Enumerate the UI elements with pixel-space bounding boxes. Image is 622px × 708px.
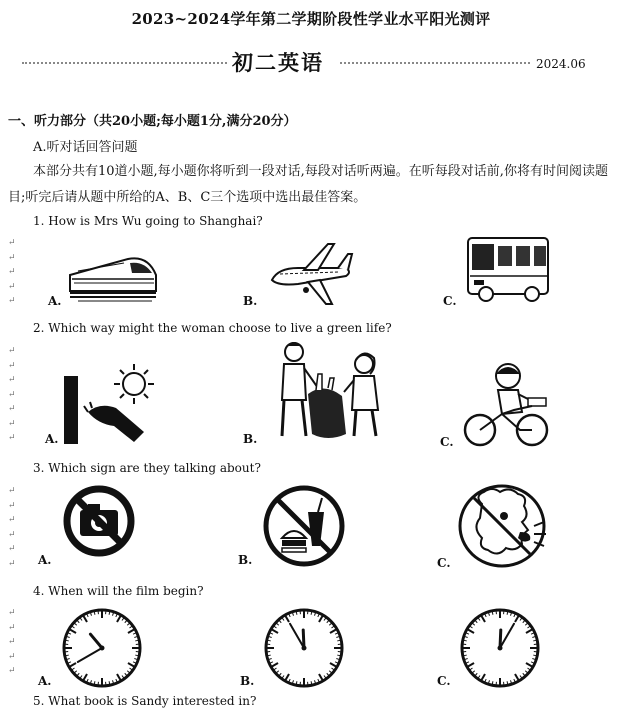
q2-option-c-label: C. — [440, 435, 454, 449]
bus-icon — [464, 232, 554, 304]
paragraph-marks-q4: ↵ ↵ ↵ ↵ ↵ — [8, 606, 16, 679]
question-3-text: 3. Which sign are they talking about? — [33, 461, 261, 475]
question-2-text: 2. Which way might the woman choose to live a green life? — [33, 321, 392, 335]
section-heading: 一、听力部分（共20小题;每小题1分,满分20分） — [8, 110, 297, 129]
q2-option-a-label: A. — [45, 432, 59, 446]
airplane-icon — [268, 240, 352, 308]
q3-option-a-label: A. — [38, 553, 52, 567]
q4-option-c-label: C. — [437, 674, 451, 688]
question-1-text: 1. How is Mrs Wu going to Shanghai? — [33, 214, 263, 228]
cycling-icon — [462, 360, 550, 448]
q1-option-b-label: B. — [243, 294, 257, 308]
subject-title: 初二英语 — [232, 47, 324, 77]
q3-option-c-label: C. — [437, 556, 451, 570]
no-shouting-sign-icon — [458, 482, 550, 570]
paragraph-marks-q3: ↵ ↵ ↵ ↵ ↵ ↵ — [8, 484, 16, 571]
q3-option-b-label: B. — [238, 553, 252, 567]
q4-option-b-label: B. — [240, 674, 254, 688]
paragraph-marks-q1: ↵ ↵ ↵ ↵ ↵ — [8, 236, 16, 309]
question-5-text: 5. What book is Sandy interested in? — [33, 694, 256, 708]
clock-icon — [60, 606, 144, 690]
title-dotted-rule-right — [340, 62, 530, 64]
question-4-text: 4. When will the film begin? — [33, 584, 204, 598]
title-dotted-rule-left — [22, 62, 227, 64]
q2-option-b-label: B. — [243, 432, 257, 446]
paragraph-marks-q2: ↵ ↵ ↵ ↵ ↵ ↵ ↵ — [8, 344, 16, 446]
instructions-paragraph: 本部分共有10道小题,每小题你将听到一段对话,每段对话听两遍。在听每段对话前,你将有时间阅读题目;听完后请从题中所给的A、B、C三个选项中选出最佳答案。 — [8, 159, 614, 211]
no-food-sign-icon — [262, 484, 346, 568]
q1-option-a-label: A. — [48, 294, 62, 308]
train-icon — [68, 245, 160, 303]
part-a-heading: A.听对话回答问题 — [33, 136, 138, 155]
exam-date: 2024.06 — [536, 57, 586, 71]
recycling-icon — [272, 338, 384, 446]
exam-title: 2023~2024学年第二学期阶段性学业水平阳光测评 — [0, 8, 622, 29]
clock-icon — [262, 606, 346, 690]
clock-icon — [458, 606, 542, 690]
q4-option-a-label: A. — [38, 674, 52, 688]
turn-off-light-icon — [64, 362, 156, 446]
q1-option-c-label: C. — [443, 294, 457, 308]
no-photos-sign-icon — [62, 484, 136, 558]
